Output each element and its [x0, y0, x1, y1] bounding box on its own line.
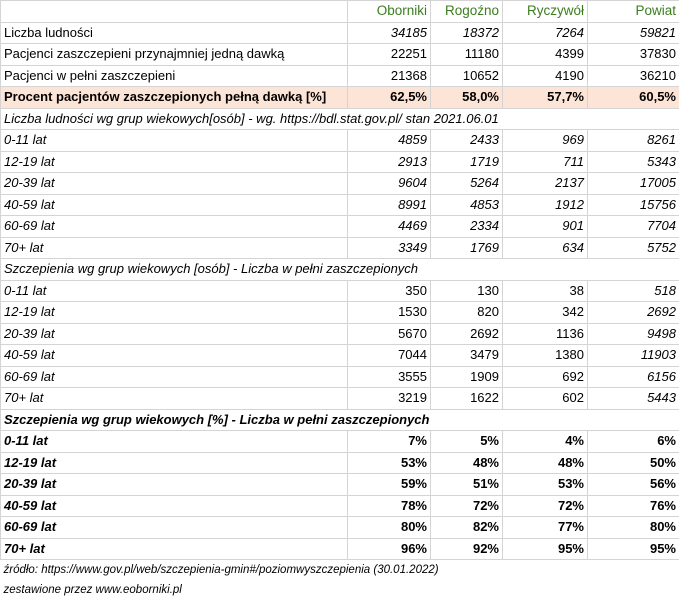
table-row — [1, 173, 679, 195]
table-row — [1, 280, 679, 302]
cell: 820 — [431, 302, 503, 324]
cell: 38 — [503, 280, 588, 302]
cell: 2137 — [503, 173, 588, 195]
section-title: Szczepienia wg grup wiekowych [osób] - Liczba w pełni zaszczepionych — [1, 259, 679, 281]
table-row — [1, 517, 679, 539]
cell: 37830 — [588, 44, 679, 66]
table-row — [1, 194, 679, 216]
cell: 56% — [588, 474, 679, 496]
cell: 77% — [503, 517, 588, 539]
row-label: 0-11 lat — [1, 431, 348, 453]
cell: 78% — [348, 495, 431, 517]
cell: 969 — [503, 130, 588, 152]
cell: 7% — [348, 431, 431, 453]
footer-source: źródło: https://www.gov.pl/web/szczepienia-gmin#/poziomwyszczepienia (30.01.2022) — [1, 560, 679, 581]
cell: 62,5% — [348, 87, 431, 109]
table-row — [1, 345, 679, 367]
cell: 53% — [348, 452, 431, 474]
table-row — [1, 237, 679, 259]
cell: 82% — [431, 517, 503, 539]
row-label: Pacjenci zaszczepieni przynajmniej jedną dawką — [1, 44, 348, 66]
header-powiat: Powiat — [588, 1, 679, 23]
cell: 5% — [431, 431, 503, 453]
section-title: Liczba ludności wg grup wiekowych[osób] - wg. https://bdl.stat.gov.pl/ stan 2021.06.01 — [1, 108, 679, 130]
row-label: 12-19 lat — [1, 151, 348, 173]
cell: 72% — [503, 495, 588, 517]
section-title-row — [1, 409, 679, 431]
cell: 10652 — [431, 65, 503, 87]
cell: 3219 — [348, 388, 431, 410]
cell: 48% — [503, 452, 588, 474]
row-label: 0-11 lat — [1, 280, 348, 302]
row-label: 40-59 lat — [1, 495, 348, 517]
table-row — [1, 431, 679, 453]
cell: 50% — [588, 452, 679, 474]
cell: 1769 — [431, 237, 503, 259]
cell: 1912 — [503, 194, 588, 216]
cell: 6156 — [588, 366, 679, 388]
cell: 901 — [503, 216, 588, 238]
row-label: 40-59 lat — [1, 345, 348, 367]
row-label: 60-69 lat — [1, 216, 348, 238]
cell: 1136 — [503, 323, 588, 345]
cell: 22251 — [348, 44, 431, 66]
row-label: 60-69 lat — [1, 517, 348, 539]
table-row — [1, 151, 679, 173]
cell: 11180 — [431, 44, 503, 66]
row-label: 20-39 lat — [1, 323, 348, 345]
cell: 72% — [431, 495, 503, 517]
cell: 2913 — [348, 151, 431, 173]
cell: 6% — [588, 431, 679, 453]
cell: 3555 — [348, 366, 431, 388]
row-label: Pacjenci w pełni zaszczepieni — [1, 65, 348, 87]
cell: 350 — [348, 280, 431, 302]
footer-credit: zestawione przez www.eoborniki.pl — [1, 580, 679, 600]
cell: 1719 — [431, 151, 503, 173]
cell: 1909 — [431, 366, 503, 388]
header-rogozno: Rogoźno — [431, 1, 503, 23]
cell: 18372 — [431, 22, 503, 44]
cell: 48% — [431, 452, 503, 474]
cell: 692 — [503, 366, 588, 388]
row-label: 60-69 lat — [1, 366, 348, 388]
cell: 5670 — [348, 323, 431, 345]
cell: 518 — [588, 280, 679, 302]
summary-row — [1, 65, 679, 87]
cell: 34185 — [348, 22, 431, 44]
cell: 8261 — [588, 130, 679, 152]
summary-row — [1, 22, 679, 44]
cell: 95% — [588, 538, 679, 560]
table-row — [1, 302, 679, 324]
cell: 602 — [503, 388, 588, 410]
section-title: Szczepienia wg grup wiekowych [%] - Liczba w pełni zaszczepionych — [1, 409, 679, 431]
row-label: Liczba ludności — [1, 22, 348, 44]
cell: 51% — [431, 474, 503, 496]
cell: 80% — [348, 517, 431, 539]
table-row — [1, 216, 679, 238]
cell: 5443 — [588, 388, 679, 410]
row-label: 70+ lat — [1, 538, 348, 560]
cell: 1622 — [431, 388, 503, 410]
footer-credit-row — [1, 580, 679, 600]
cell: 3479 — [431, 345, 503, 367]
table-row — [1, 452, 679, 474]
highlight-row — [1, 87, 679, 109]
cell: 2692 — [588, 302, 679, 324]
cell: 9498 — [588, 323, 679, 345]
table-row — [1, 474, 679, 496]
cell: 1530 — [348, 302, 431, 324]
header-oborniki: Oborniki — [348, 1, 431, 23]
row-label: 12-19 lat — [1, 452, 348, 474]
table-row — [1, 323, 679, 345]
row-label: 40-59 lat — [1, 194, 348, 216]
cell: 4% — [503, 431, 588, 453]
cell: 1380 — [503, 345, 588, 367]
row-label: 70+ lat — [1, 237, 348, 259]
cell: 15756 — [588, 194, 679, 216]
cell: 60,5% — [588, 87, 679, 109]
cell: 9604 — [348, 173, 431, 195]
cell: 76% — [588, 495, 679, 517]
cell: 21368 — [348, 65, 431, 87]
row-label: 20-39 lat — [1, 474, 348, 496]
cell: 342 — [503, 302, 588, 324]
cell: 8991 — [348, 194, 431, 216]
cell: 95% — [503, 538, 588, 560]
header-ryczywol: Ryczywół — [503, 1, 588, 23]
header-corner — [1, 1, 348, 23]
cell: 2433 — [431, 130, 503, 152]
cell: 36210 — [588, 65, 679, 87]
cell: 96% — [348, 538, 431, 560]
table-row — [1, 366, 679, 388]
table-row — [1, 538, 679, 560]
cell: 5264 — [431, 173, 503, 195]
cell: 5752 — [588, 237, 679, 259]
cell: 4190 — [503, 65, 588, 87]
section-title-row — [1, 108, 679, 130]
cell: 59% — [348, 474, 431, 496]
summary-row — [1, 44, 679, 66]
cell: 53% — [503, 474, 588, 496]
table-row — [1, 495, 679, 517]
header-row — [1, 1, 679, 23]
row-label: 20-39 lat — [1, 173, 348, 195]
row-label: Procent pacjentów zaszczepionych pełną dawką [%] — [1, 87, 348, 109]
cell: 7704 — [588, 216, 679, 238]
cell: 5343 — [588, 151, 679, 173]
footer-source-row — [1, 560, 679, 581]
cell: 58,0% — [431, 87, 503, 109]
cell: 80% — [588, 517, 679, 539]
row-label: 0-11 lat — [1, 130, 348, 152]
cell: 4859 — [348, 130, 431, 152]
table-row — [1, 130, 679, 152]
cell: 130 — [431, 280, 503, 302]
cell: 7264 — [503, 22, 588, 44]
cell: 711 — [503, 151, 588, 173]
cell: 7044 — [348, 345, 431, 367]
row-label: 70+ lat — [1, 388, 348, 410]
cell: 57,7% — [503, 87, 588, 109]
cell: 59821 — [588, 22, 679, 44]
cell: 4399 — [503, 44, 588, 66]
cell: 4469 — [348, 216, 431, 238]
section-title-row — [1, 259, 679, 281]
cell: 17005 — [588, 173, 679, 195]
cell: 2334 — [431, 216, 503, 238]
table-row — [1, 388, 679, 410]
cell: 3349 — [348, 237, 431, 259]
row-label: 12-19 lat — [1, 302, 348, 324]
cell: 634 — [503, 237, 588, 259]
cell: 2692 — [431, 323, 503, 345]
cell: 4853 — [431, 194, 503, 216]
cell: 11903 — [588, 345, 679, 367]
cell: 92% — [431, 538, 503, 560]
